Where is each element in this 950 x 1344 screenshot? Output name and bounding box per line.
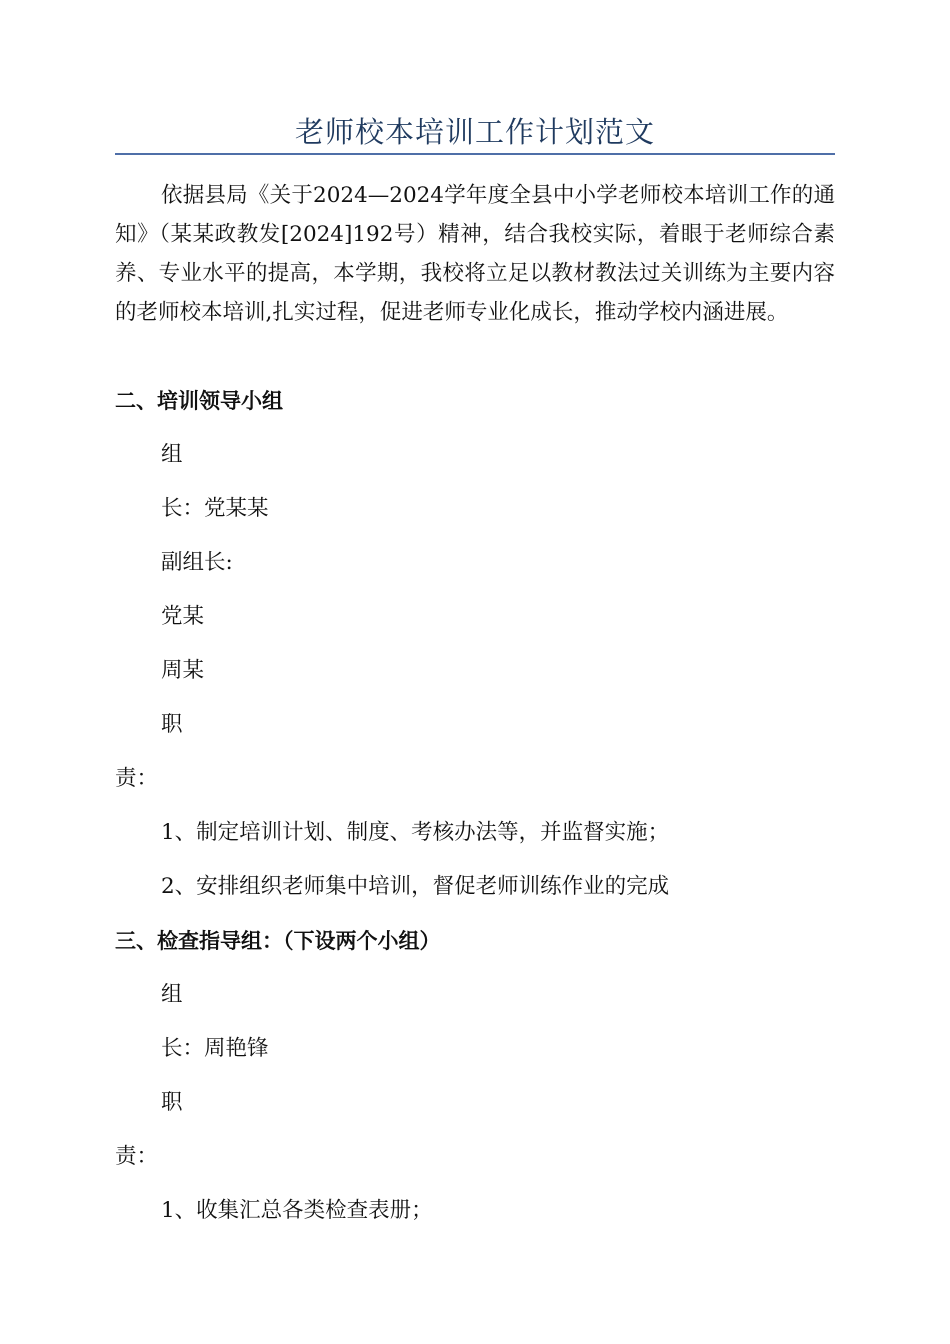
inspection-leader-part1: 组 xyxy=(161,982,183,1007)
duty-label-part1: 职 xyxy=(161,712,183,737)
inspection-leader-part2: 长：周艳锋 xyxy=(161,1036,269,1061)
duty-item-2: 2、安排组织老师集中培训，督促老师训练作业的完成 xyxy=(161,874,670,899)
intro-paragraph: 依据县局《关于2024—2024学年度全县中小学老师校本培训工作的通知》（某某政教发[2024]192号）精神，结合我校实际，着眼于老师综合素养、专业水平的提高，本学期，我校将立足以教材教法过关训练为主要内容的老师校本培训,扎实过程，促进老师专业化成长，推动学校内涵进展。 xyxy=(115,183,835,325)
inspection-duty-part1: 职 xyxy=(161,1090,183,1115)
inspection-duty-part2: 责： xyxy=(115,1144,159,1169)
duty-item-1: 1、制定培训计划、制度、考核办法等，并监督实施； xyxy=(161,820,670,845)
section-heading-leadership: 二、培训领导小组 xyxy=(115,389,283,413)
deputy-name-1: 党某 xyxy=(161,604,205,629)
section-heading-inspection: 三、检查指导组：（下设两个小组） xyxy=(115,929,441,953)
deputy-label: 副组长: xyxy=(161,550,233,575)
inspection-duty-item-1: 1、收集汇总各类检查表册； xyxy=(161,1198,433,1223)
title-underline xyxy=(115,153,835,155)
duty-label-part2: 责： xyxy=(115,766,159,791)
deputy-name-2: 周某 xyxy=(161,658,205,683)
document-title: 老师校本培训工作计划范文 xyxy=(294,115,655,149)
leader-label-part1: 组 xyxy=(161,442,183,467)
leader-label-part2: 长：党某某 xyxy=(161,496,269,521)
